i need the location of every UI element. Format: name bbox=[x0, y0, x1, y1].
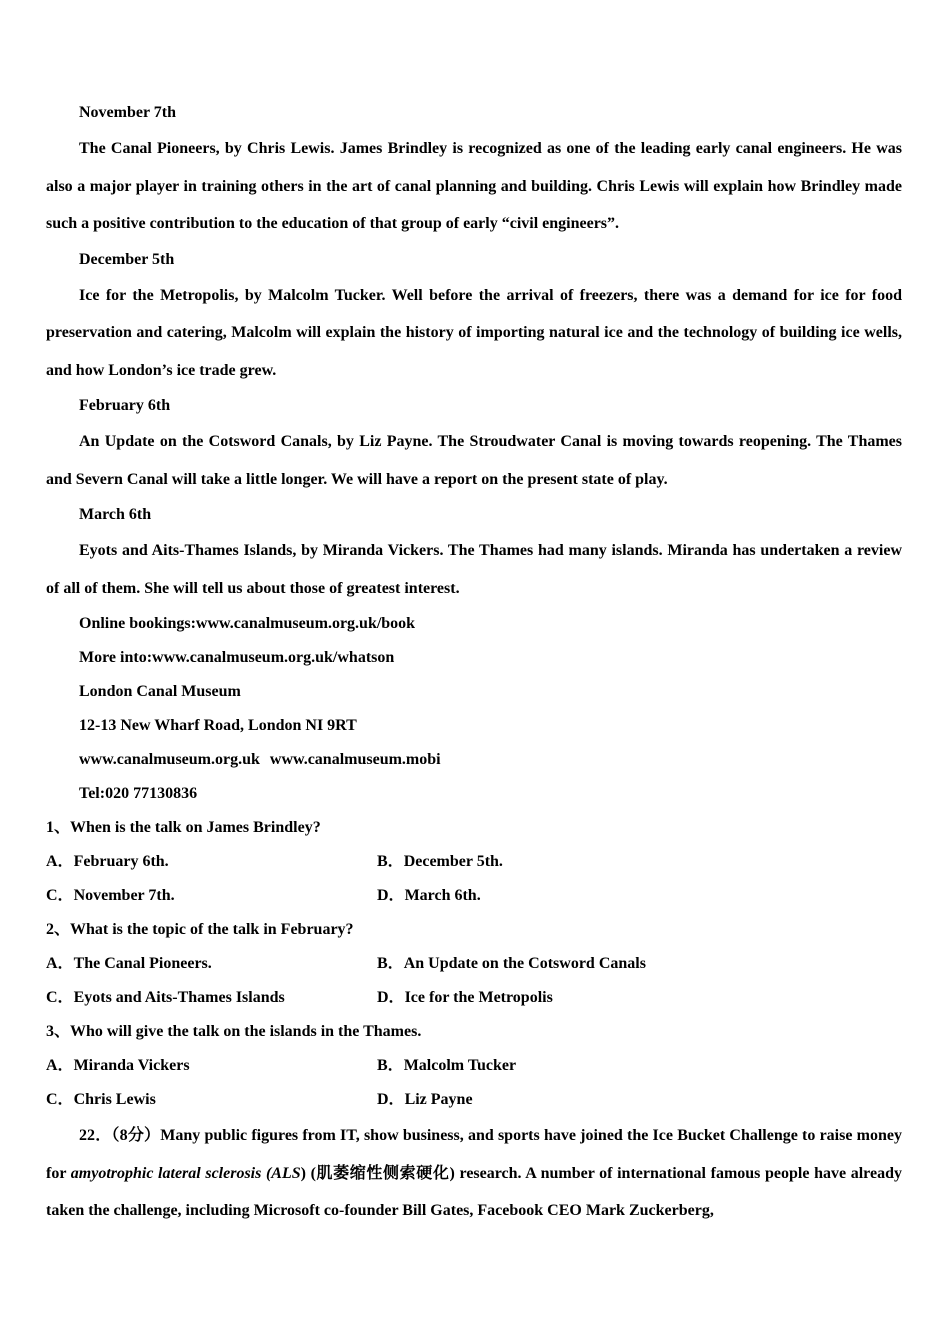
document-page bbox=[46, 96, 902, 1230]
question-stem: 1、When is the talk on James Brindley? bbox=[46, 819, 321, 836]
event-description: The Canal Pioneers, by Chris Lewis. James Brindley is recognized as one of the leading early canal engineers. He was also a major player in training others in the art of canal planning and building. Chris Lewis will explain how Brindley made such a positive contribution to the education of that group of early “civil engineers”. bbox=[46, 140, 902, 232]
option-row bbox=[46, 1049, 902, 1083]
more-info-link: More into:www.canalmuseum.org.uk/whatson bbox=[79, 649, 395, 666]
option-row bbox=[46, 947, 902, 981]
option-row bbox=[46, 981, 902, 1015]
option-c: C．Chris Lewis bbox=[46, 1091, 156, 1108]
website-link: www.canalmuseum.mobi bbox=[269, 751, 441, 768]
option-b: B．An Update on the Cotsword Canals bbox=[377, 955, 646, 972]
event-date: December 5th bbox=[79, 250, 175, 268]
option-c: C．November 7th. bbox=[46, 887, 175, 904]
option-b: B．Malcolm Tucker bbox=[377, 1057, 517, 1074]
event-description: Eyots and Aits-Thames Islands, by Miranda Vickers. The Thames had many islands. Miranda has undertaken a review of all of them. She will tell us about those of greatest interest. bbox=[46, 542, 902, 597]
passage-22: 22．（8分）Many public figures from IT, show business, and sports have joined the Ice Bucket Challenge to raise money for amyotrophic lateral sclerosis (ALS) (肌萎缩性侧索硬化) research. A number of international famous people have already taken the challenge, including Microsoft co-founder Bill Gates, Facebook CEO Mark Zuckerberg, bbox=[46, 1127, 902, 1219]
event-date: November 7th bbox=[79, 104, 177, 121]
website-link: www.canalmuseum.org.uk bbox=[79, 751, 260, 768]
online-bookings-link: Online bookings:www.canalmuseum.org.uk/book bbox=[79, 615, 416, 632]
question-stem: 3、Who will give the talk on the islands in the Thames. bbox=[46, 1023, 422, 1040]
telephone: Tel:020 77130836 bbox=[79, 785, 198, 802]
option-b: B．December 5th. bbox=[377, 853, 503, 870]
option-row bbox=[46, 879, 902, 913]
option-row bbox=[46, 1083, 902, 1117]
option-d: D．Liz Payne bbox=[377, 1091, 473, 1108]
museum-address: 12-13 New Wharf Road, London NI 9RT bbox=[79, 717, 357, 734]
event-description: An Update on the Cotsword Canals, by Liz Payne. The Stroudwater Canal is moving towards reopening. The Thames and Severn Canal will take a little longer. We will have a report on the present state of play. bbox=[46, 433, 902, 488]
option-c: C．Eyots and Aits-Thames Islands bbox=[46, 989, 285, 1006]
event-date: March 6th bbox=[79, 506, 152, 523]
option-a: A．February 6th. bbox=[46, 853, 169, 870]
question-stem: 2、What is the topic of the talk in February? bbox=[46, 921, 354, 938]
website-links bbox=[46, 743, 902, 777]
option-d: D．March 6th. bbox=[377, 887, 481, 904]
question-number: 22．（8分） bbox=[79, 1127, 161, 1144]
museum-name: London Canal Museum bbox=[79, 683, 241, 700]
event-description: Ice for the Metropolis, by Malcolm Tucker. Well before the arrival of freezers, there was a demand for ice for food preservation and catering, Malcolm will explain the history of importing natural ice and the technology of building ice wells, and how London’s ice trade grew. bbox=[46, 286, 902, 379]
option-a: A．Miranda Vickers bbox=[46, 1057, 190, 1074]
option-a: A．The Canal Pioneers. bbox=[46, 955, 212, 972]
event-date: February 6th bbox=[79, 397, 171, 414]
option-row bbox=[46, 845, 902, 879]
option-d: D．Ice for the Metropolis bbox=[377, 989, 553, 1006]
